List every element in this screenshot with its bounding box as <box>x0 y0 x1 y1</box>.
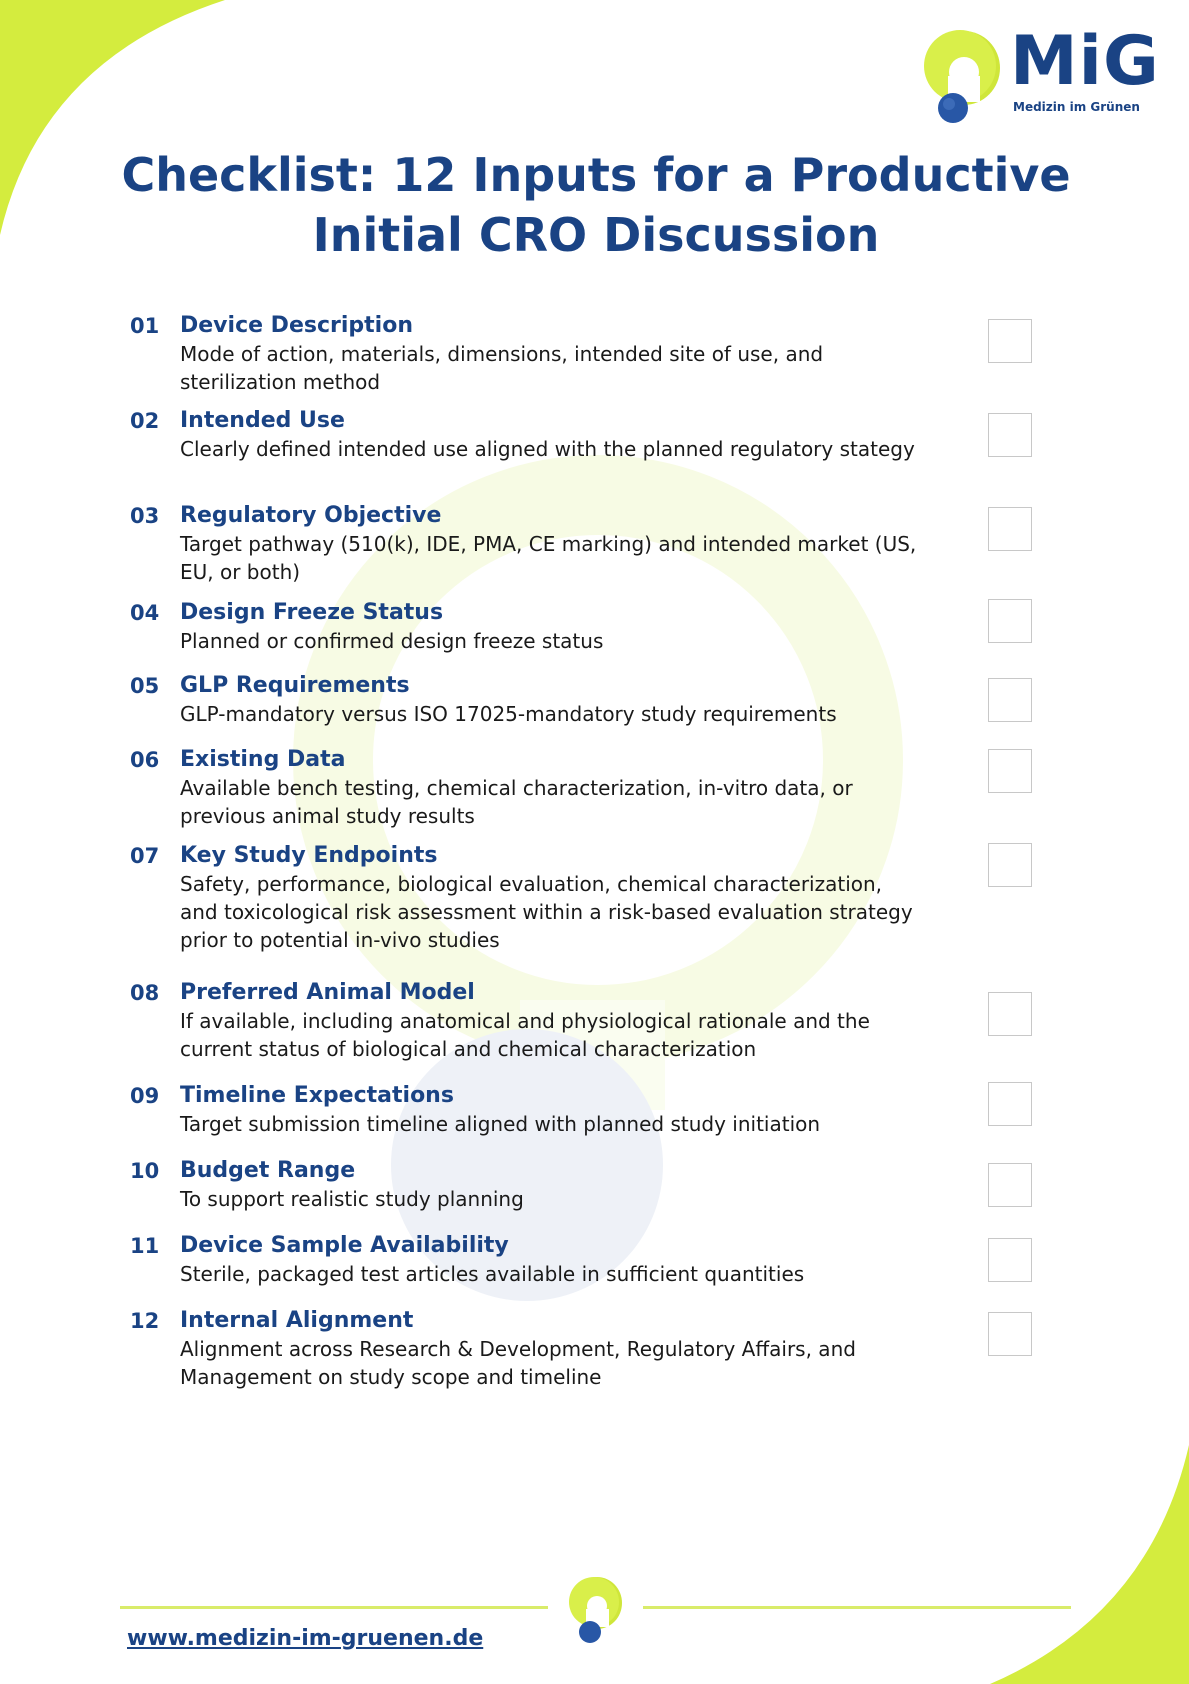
item-description: Target submission timeline aligned with planned study initiation <box>180 1112 821 1136</box>
footer-website-link[interactable]: www.medizin-im-gruenen.de <box>127 1626 484 1651</box>
page-title <box>120 145 1072 265</box>
item-description: GLP-mandatory versus ISO 17025-mandatory study requirements <box>180 702 837 726</box>
item-description: Target pathway (510(k), IDE, PMA, CE marking) and intended market (US, EU, or both) <box>180 532 917 584</box>
item-description: Mode of action, materials, dimensions, intended site of use, and sterilization method <box>180 342 824 394</box>
checkbox-item-01[interactable] <box>988 319 1032 363</box>
item-number: 08 <box>130 981 160 1005</box>
item-title: Timeline Expectations <box>180 1083 454 1108</box>
item-number: 11 <box>130 1234 160 1258</box>
item-description: If available, including anatomical and physiological rationale and the current status of biological and chemical characterization <box>180 1009 870 1061</box>
item-number: 03 <box>130 504 160 528</box>
item-number: 05 <box>130 674 160 698</box>
item-number: 09 <box>130 1084 160 1108</box>
item-number: 04 <box>130 601 160 625</box>
checkbox-item-02[interactable] <box>988 413 1032 457</box>
item-title: Internal Alignment <box>180 1308 414 1333</box>
item-description: Planned or confirmed design freeze status <box>180 629 604 653</box>
item-title: Regulatory Objective <box>180 503 442 528</box>
footer-logo-mark-icon <box>568 1575 624 1645</box>
item-description: Available bench testing, chemical characterization, in-vitro data, or previous animal study results <box>180 776 853 828</box>
checkbox-item-12[interactable] <box>988 1312 1032 1356</box>
logo-wordmark: MiG <box>1010 22 1160 101</box>
checkbox-item-03[interactable] <box>988 507 1032 551</box>
item-title: Key Study Endpoints <box>180 843 438 868</box>
item-description: Alignment across Research & Development, Regulatory Affairs, and Management on study scope and timeline <box>180 1337 856 1389</box>
item-title: Design Freeze Status <box>180 600 444 625</box>
item-title: Intended Use <box>180 408 345 433</box>
checkbox-item-08[interactable] <box>988 992 1032 1036</box>
footer-divider-left <box>120 1606 548 1609</box>
checkbox-item-04[interactable] <box>988 599 1032 643</box>
checkbox-item-06[interactable] <box>988 749 1032 793</box>
footer-divider-right <box>643 1606 1071 1609</box>
item-number: 01 <box>130 314 160 338</box>
logo-mark-icon <box>922 26 1002 126</box>
checkbox-item-10[interactable] <box>988 1163 1032 1207</box>
item-title: Device Description <box>180 313 413 338</box>
item-number: 06 <box>130 748 160 772</box>
item-title: Device Sample Availability <box>180 1233 509 1258</box>
brand-logo <box>922 22 1160 126</box>
title-line-1: Checklist: 12 Inputs for a Productive <box>121 148 1071 202</box>
item-description: Clearly defined intended use aligned with the planned regulatory stategy <box>180 437 915 461</box>
checkbox-item-11[interactable] <box>988 1238 1032 1282</box>
item-description: Safety, performance, biological evaluation, chemical characterization, and toxicological risk assessment within a risk-based evaluation strategy prior to potential in-vivo studies <box>180 872 913 952</box>
item-title: Budget Range <box>180 1158 356 1183</box>
item-number: 12 <box>130 1309 160 1333</box>
checkbox-item-07[interactable] <box>988 843 1032 887</box>
item-description: Sterile, packaged test articles available in sufficient quantities <box>180 1262 805 1286</box>
item-title: GLP Requirements <box>180 673 410 698</box>
item-number: 10 <box>130 1159 160 1183</box>
item-description: To support realistic study planning <box>180 1187 524 1211</box>
title-line-2: Initial CRO Discussion <box>312 208 880 262</box>
item-title: Existing Data <box>180 747 346 772</box>
item-number: 02 <box>130 409 160 433</box>
checkbox-item-09[interactable] <box>988 1082 1032 1126</box>
logo-subtitle: Medizin im Grünen <box>1013 100 1140 114</box>
item-number: 07 <box>130 844 160 868</box>
item-title: Preferred Animal Model <box>180 980 475 1005</box>
checkbox-item-05[interactable] <box>988 678 1032 722</box>
